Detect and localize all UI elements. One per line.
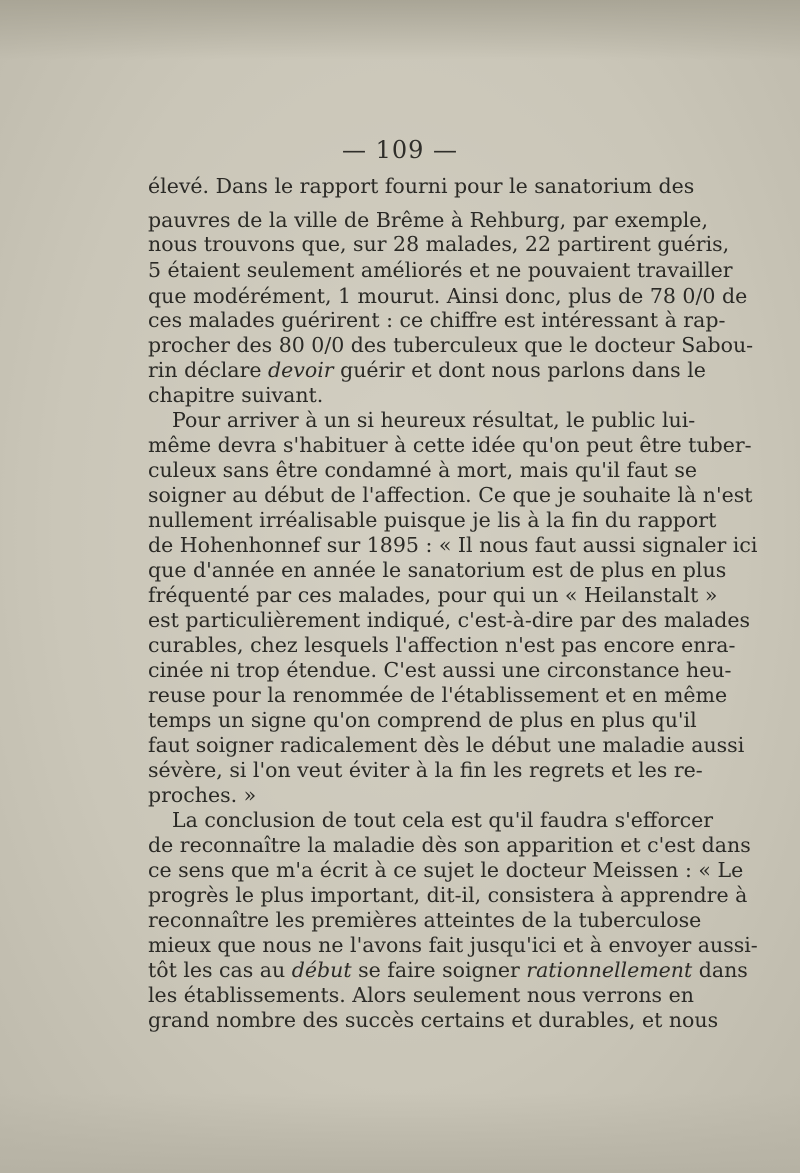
text-line: reuse pour la renommée de l'établissement et en même [148,683,728,707]
text-line: de reconnaître la maladie dès son apparition et c'est dans [148,833,751,857]
text-line: procher des 80 0/0 des tuberculeux que le docteur Sabou- [148,333,754,357]
italic-word: début [291,958,352,982]
page-number: — 109 — [341,136,459,164]
italic-word: devoir [268,358,334,382]
text-line: 5 étaient seulement améliorés et ne pouvaient travailler [148,258,733,282]
text-line: sévère, si l'on veut éviter à la fin les regrets et les re- [148,758,703,782]
text-line: mieux que nous ne l'avons fait jusqu'ici et à envoyer aussi- [148,933,758,957]
text-line: grand nombre des succès certains et durables, et nous [148,1008,719,1032]
text-line: nullement irréalisable puisque je lis à la fin du rapport [148,508,717,532]
text-run: guérir et dont nous parlons dans le [333,358,706,382]
text-line: faut soigner radicalement dès le début une maladie aussi [148,733,745,757]
text-line: que d'année en année le sanatorium est de plus en plus [148,558,727,582]
text-line: est particulièrement indiqué, c'est-à-dire par des malades [148,608,751,632]
text-line: élevé. Dans le rapport fourni pour le sanatorium des [148,174,695,198]
text-line: pauvres de la ville de Brême à Rehburg, par exemple, [148,208,708,232]
text-line: curables, chez lesquels l'affection n'est pas encore enra- [148,633,736,657]
italic-word: rationnellement [526,958,693,982]
text-line: ce sens que m'a écrit à ce sujet le docteur Meissen : « Le [148,858,744,882]
text-line: même devra s'habituer à cette idée qu'on peut être tuber- [148,433,752,457]
text-line: fréquenté par ces malades, pour qui un « Heilanstalt » [148,583,718,607]
text-line: soigner au début de l'affection. Ce que je souhaite là n'est [148,483,753,507]
text-line: les établissements. Alors seulement nous verrons en [148,983,694,1007]
text-line: que modérément, 1 mourut. Ainsi donc, plus de 78 0/0 de [148,284,748,308]
text-line: culeux sans être condamné à mort, mais qu'il faut se [148,458,697,482]
text-line: progrès le plus important, dit-il, consistera à apprendre à [148,883,748,907]
text-run: tôt les cas au [148,958,292,982]
text-line: proches. » [148,783,257,807]
text-line: de Hohenhonnef sur 1895 : « Il nous faut aussi signaler ici [148,533,758,557]
text-line: temps un signe qu'on comprend de plus en plus qu'il [148,708,697,732]
text-line: Pour arriver à un si heureux résultat, le public lui- [172,408,696,432]
text-line: nous trouvons que, sur 28 malades, 22 partirent guéris, [148,232,730,256]
text-line: cinée ni trop étendue. C'est aussi une circonstance heu- [148,658,732,682]
text-line: ces malades guérirent : ce chiffre est intéressant à rap- [148,308,726,332]
text-line: reconnaître les premières atteintes de la tuberculose [148,908,702,932]
text-line: chapitre suivant. [148,383,324,407]
text-run: dans [692,958,748,982]
text-run: rin déclare [148,358,269,382]
text-line: La conclusion de tout cela est qu'il faudra s'efforcer [172,808,714,832]
text-run: se faire soigner [351,958,527,982]
